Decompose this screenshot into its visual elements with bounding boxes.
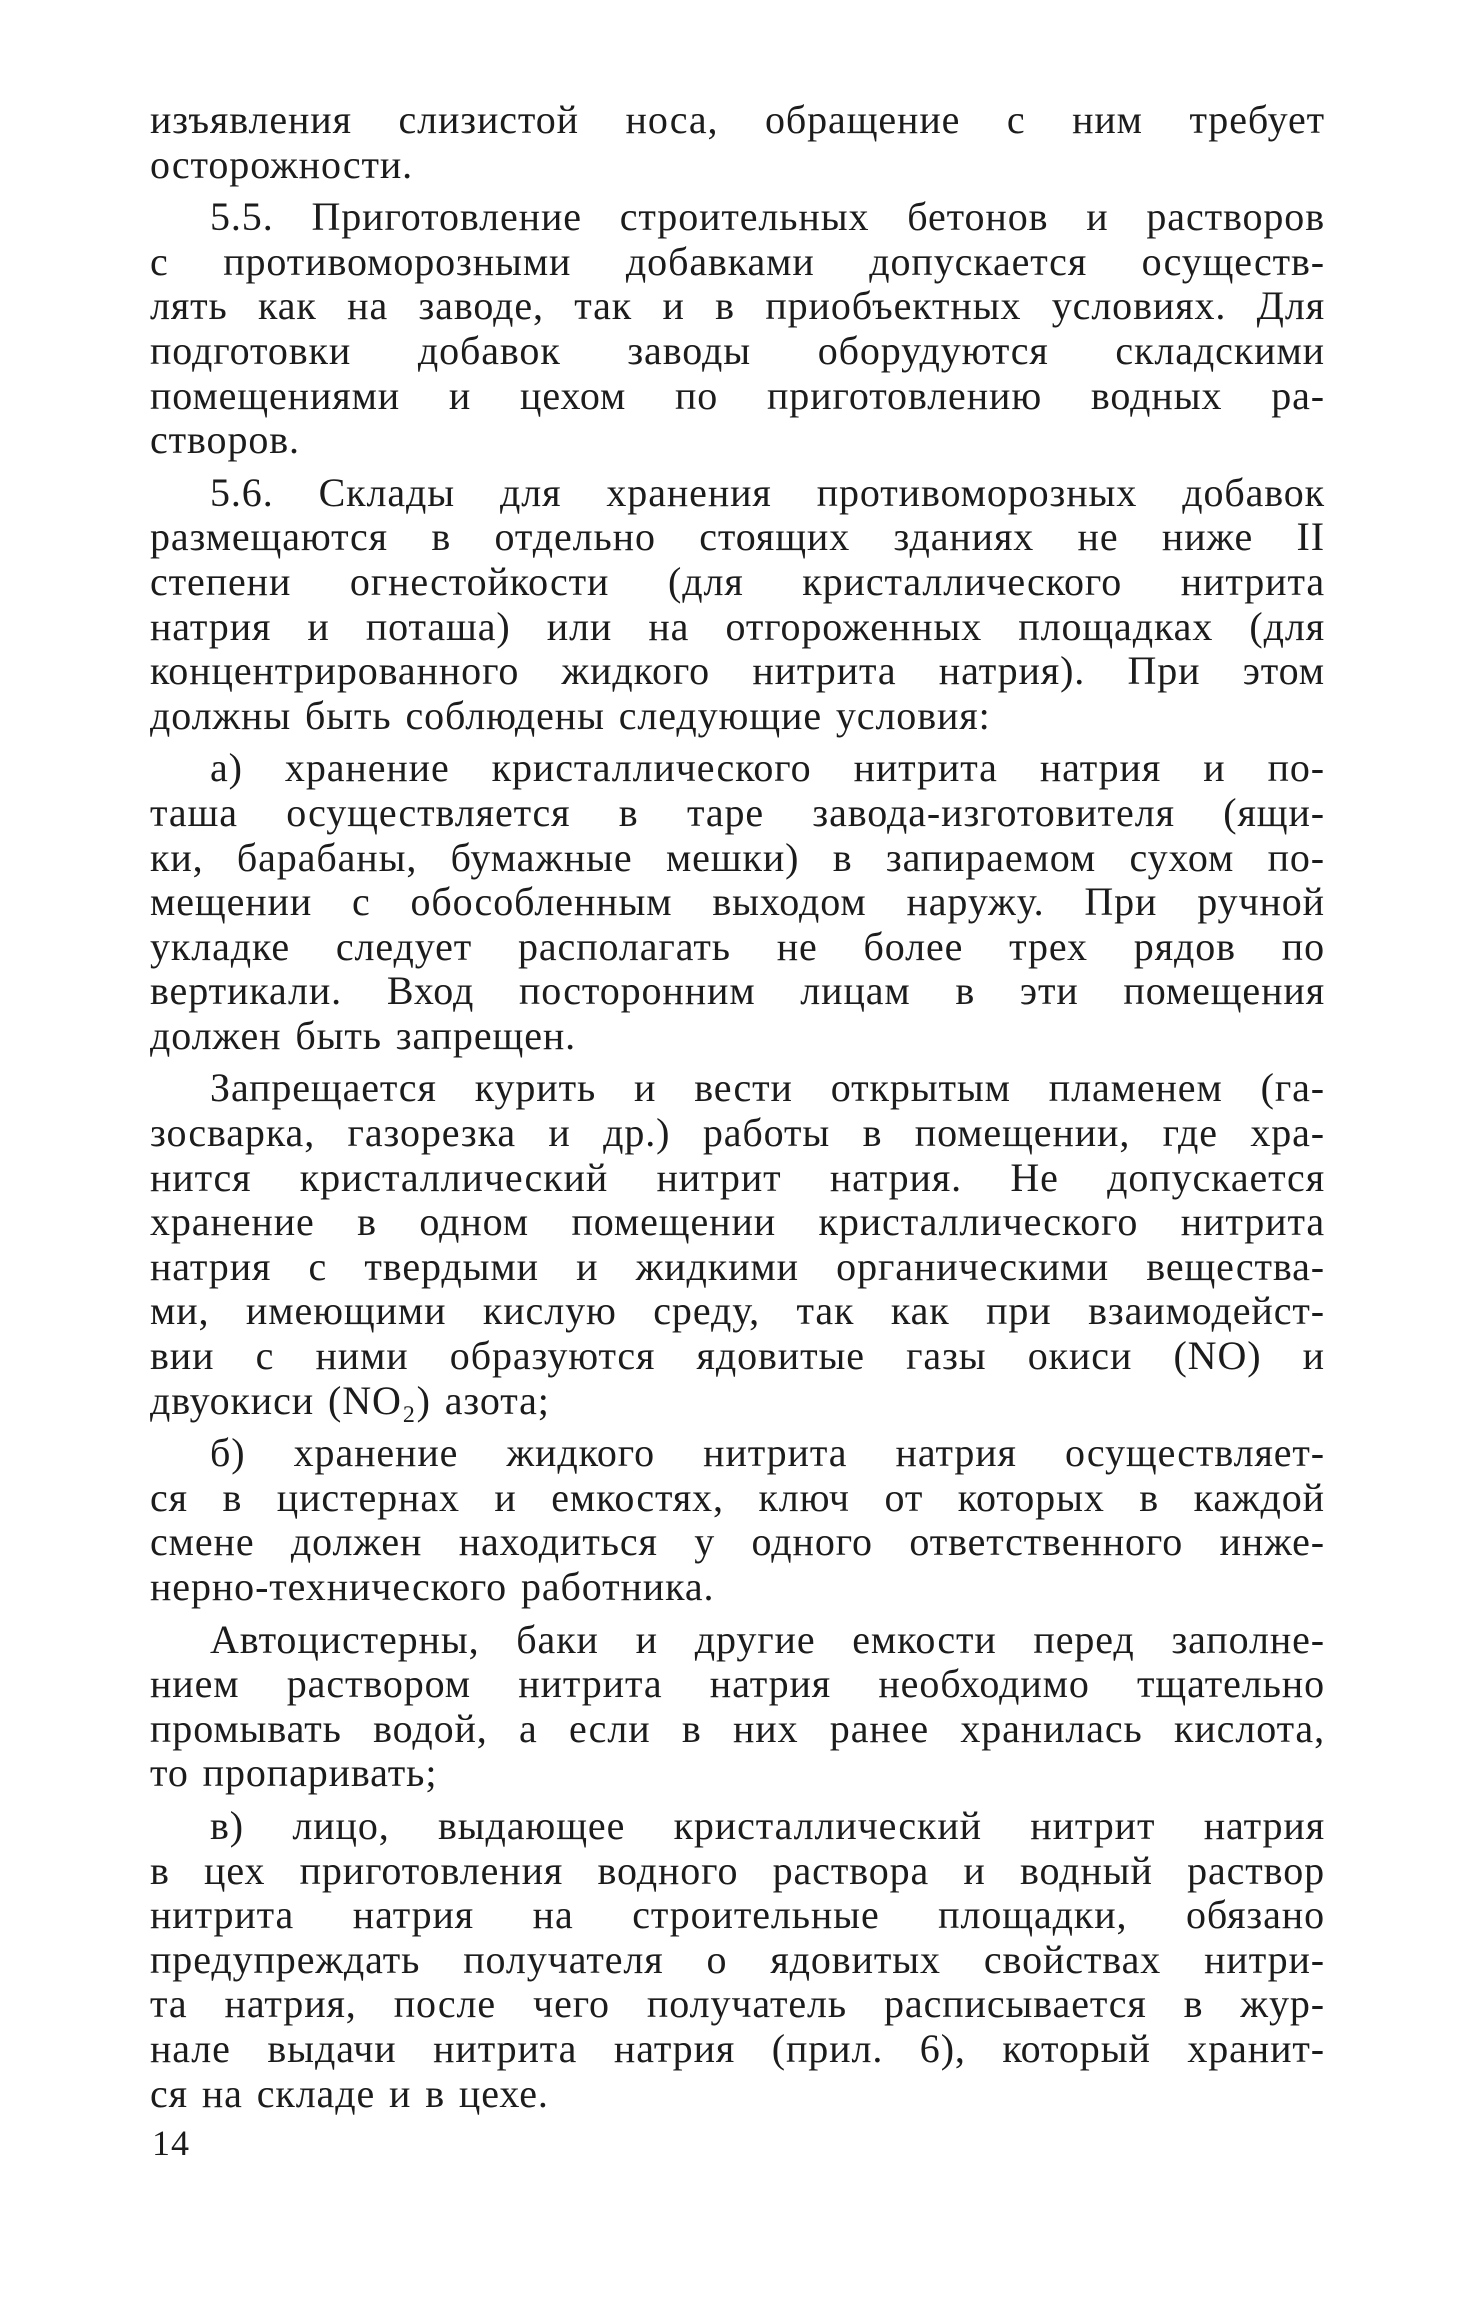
text-line: в цех приготовления водного раствора и водный раствор xyxy=(150,1847,1325,1893)
text-line: степени огнестойкости (для кристаллического нитрита xyxy=(150,558,1325,604)
page-number: 14 xyxy=(152,2123,190,2163)
section-5-6-heading-line: 5.6. Склады для хранения противоморозных добавок xyxy=(210,469,1325,515)
text-line: с противоморозными добавками допускается осуществ- xyxy=(150,238,1325,284)
text-line: нале выдачи нитрита натрия (прил. 6), который хранит- xyxy=(150,2025,1325,2071)
paragraph-start-line: Запрещается курить и вести открытым пламенем (га- xyxy=(210,1065,1325,1111)
item-v-line: в) лицо, выдающее кристаллический нитрит натрия xyxy=(210,1802,1325,1848)
text-line: натрия с твердыми и жидкими органическими вещества- xyxy=(150,1243,1325,1289)
text-line: промывать водой, а если в них ранее хранилась кислота, xyxy=(150,1705,1325,1751)
text-line: предупреждать получателя о ядовитых свойствах нитри- xyxy=(150,1936,1325,1982)
paragraph-start-line: Автоцистерны, баки и другие емкости перед заполне- xyxy=(210,1616,1325,1662)
text-line: мещении с обособленным выходом наружу. При ручной xyxy=(150,879,1325,925)
text-line: подготовки добавок заводы оборудуются складскими xyxy=(150,327,1325,373)
text-line: должны быть соблюдены следующие условия: xyxy=(150,692,991,738)
text-line: таша осуществляется в таре завода-изготовителя (ящи- xyxy=(150,789,1325,835)
text-line: нием раствором нитрита натрия необходимо тщательно xyxy=(150,1661,1325,1707)
text-line: укладке следует располагать не более трех рядов по xyxy=(150,923,1325,969)
text-line: ся в цистернах и емкостях, ключ от которых в каждой xyxy=(150,1474,1325,1520)
text-line: нерно-технического работника. xyxy=(150,1564,715,1609)
text-line: вертикали. Вход посторонним лицам в эти помещения xyxy=(150,968,1325,1014)
text-line: концентрированного жидкого нитрита натрия). При этом xyxy=(150,648,1325,694)
text-line: изъявления слизистой носа, обращение с ним требует xyxy=(150,97,1325,142)
text-line: зосварка, газорезка и др.) работы в помещении, где хра- xyxy=(150,1110,1325,1156)
text-line: вии с ними образуются ядовитые газы окиси (NO) и xyxy=(150,1333,1325,1379)
text-line: лять как на заводе, так и в приобъектных условиях. Для xyxy=(150,283,1325,329)
text-line: должен быть запрещен. xyxy=(150,1012,577,1058)
text-line: нитрита натрия на строительные площадки, обязано xyxy=(150,1892,1325,1938)
text-line: нится кристаллический нитрит натрия. Не допускается xyxy=(150,1154,1325,1200)
text-line: размещаются в отдельно стоящих зданиях не ниже II xyxy=(150,514,1325,560)
text-line: ми, имеющими кислую среду, так как при взаимодейст- xyxy=(150,1288,1325,1334)
text-line: двуокиси (NO₂) азота; xyxy=(150,1377,550,1423)
text-line: помещениями и цехом по приготовлению водных ра- xyxy=(150,372,1325,418)
text-line: ки, барабаны, бумажные мешки) в запираемом сухом по- xyxy=(150,834,1325,880)
item-a-line: а) хранение кристаллического нитрита натрия и по- xyxy=(210,745,1325,791)
text-line: хранение в одном помещении кристаллического нитрита xyxy=(150,1199,1325,1245)
text-line: ся на складе и в цехе. xyxy=(150,2070,549,2116)
text-line: створов. xyxy=(150,417,300,463)
text-line: то пропаривать; xyxy=(150,1750,438,1796)
text-line: смене должен находиться у одного ответственного инже- xyxy=(150,1519,1325,1565)
text-line: натрия и поташа) или на отгороженных площадках (для xyxy=(150,603,1325,649)
text-line: та натрия, после чего получатель расписывается в жур- xyxy=(150,1981,1325,2027)
body-text xyxy=(150,98,1325,2116)
section-5-5-heading-line: 5.5. Приготовление строительных бетонов и растворов xyxy=(210,194,1325,240)
item-b-line: б) хранение жидкого нитрита натрия осуществляет- xyxy=(210,1430,1325,1476)
text-line: осторожности. xyxy=(150,141,414,187)
